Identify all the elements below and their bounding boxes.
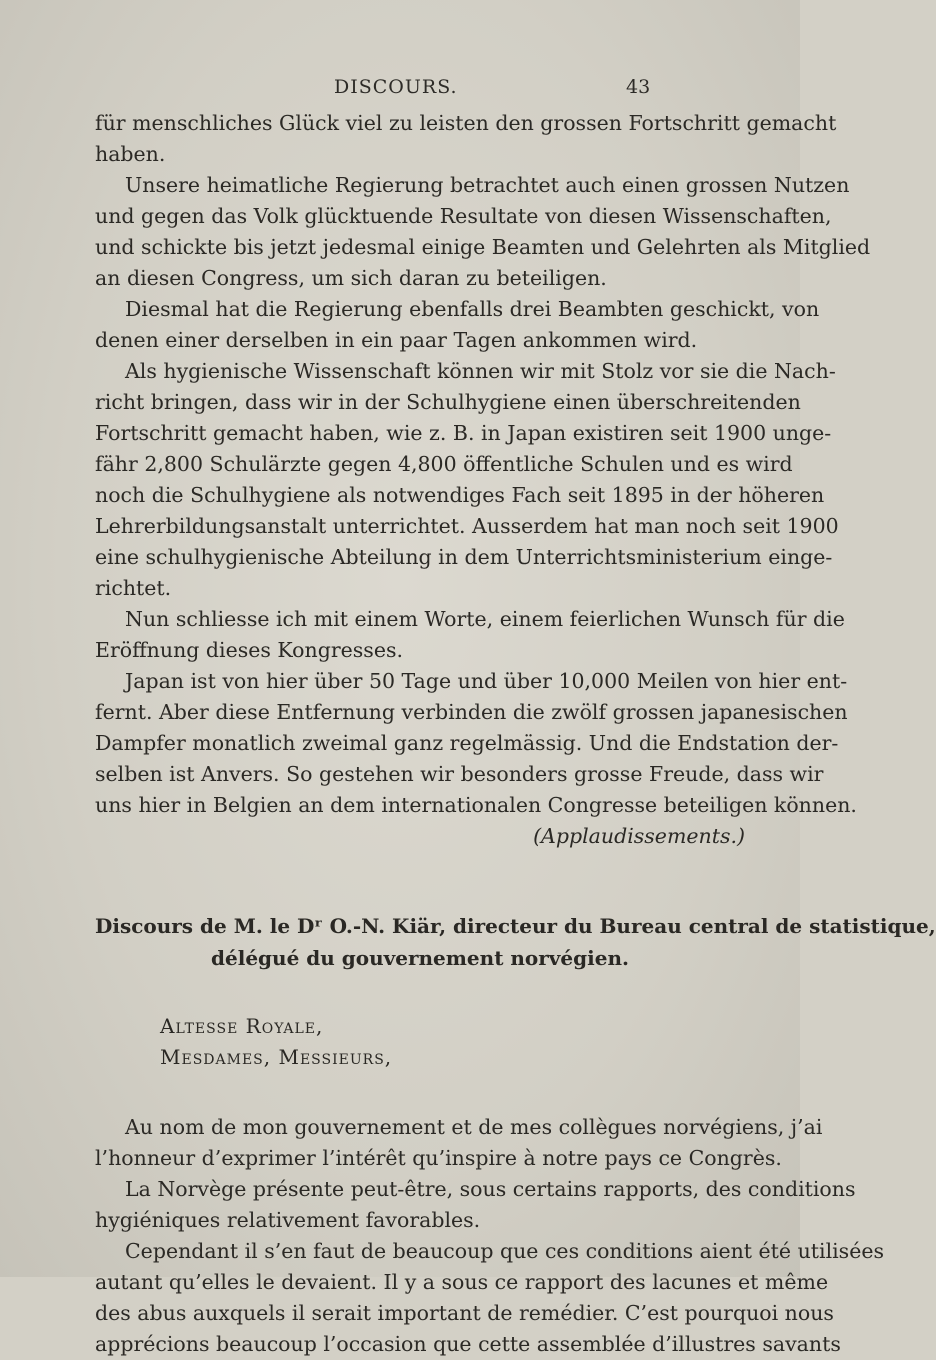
text-line: Japan ist von hier über 50 Tage und über 10,000 Meilen von hier ent-	[125, 669, 848, 693]
body-text	[95, 108, 936, 1360]
text-line: an diesen Congress, um sich daran zu beteiligen.	[95, 266, 607, 290]
text-line: Cependant il s’en faut de beaucoup que ces conditions aient été utilisées	[125, 1239, 884, 1263]
german-speech	[95, 108, 871, 852]
text-line: Diesmal hat die Regierung ebenfalls drei Beambten geschickt, von	[125, 297, 820, 321]
salutation	[95, 1011, 745, 1073]
applause-note: (Applaudissements.)	[533, 824, 745, 848]
text-line: Unsere heimatliche Regierung betrachtet auch einen grossen Nutzen	[125, 173, 850, 197]
text-line: richt bringen, dass wir in der Schulhygiene einen überschreitenden	[95, 390, 801, 414]
text-line: uns hier in Belgien an dem internationalen Congresse beteiligen können.	[95, 793, 857, 817]
text-line: fernt. Aber diese Entfernung verbinden die zwölf grossen japanesischen	[95, 700, 848, 724]
text-line: Fortschritt gemacht haben, wie z. B. in Japan existiren seit 1900 unge-	[95, 421, 832, 445]
text-line: eine schulhygienische Abteilung in dem Unterrichtsministerium einge-	[95, 545, 833, 569]
text-line: denen einer derselben in ein paar Tagen ankommen wird.	[95, 328, 698, 352]
text-line: Au nom de mon gouvernement et de mes collègues norvégiens, j’ai	[125, 1115, 823, 1139]
text-line: Dampfer monatlich zweimal ganz regelmässig. Und die Endstation der-	[95, 731, 839, 755]
text-line: noch die Schulhygiene als notwendiges Fach seit 1895 in der höheren	[95, 483, 825, 507]
text-line: hygiéniques relativement favorables.	[95, 1208, 481, 1232]
text-line: La Norvège présente peut-être, sous certains rapports, des conditions	[125, 1177, 856, 1201]
text-line: richtet.	[95, 576, 172, 600]
salutation-line: Altesse Royale,	[160, 1014, 324, 1038]
running-head	[0, 76, 800, 104]
text-line: l’honneur d’exprimer l’intérêt qu’inspire à notre pays ce Congrès.	[95, 1146, 782, 1170]
text-line: selben ist Anvers. So gestehen wir besonders grosse Freude, dass wir	[95, 762, 824, 786]
text-line: Nun schliesse ich mit einem Worte, einem feierlichen Wunsch für die	[125, 607, 845, 631]
text-line: haben.	[95, 142, 166, 166]
section-heading	[95, 910, 936, 974]
heading-line: Discours de M. le Dʳ O.-N. Kiär, directeur du Bureau central de statistique,	[95, 914, 936, 938]
section-gap	[95, 974, 745, 1011]
text-line: Eröffnung dieses Kongresses.	[95, 638, 403, 662]
salutation-line: Mesdames, Messieurs,	[160, 1045, 393, 1069]
section-gap	[95, 852, 745, 910]
text-line: Als hygienische Wissenschaft können wir mit Stolz vor sie die Nach-	[125, 359, 836, 383]
text-line: und gegen das Volk glücktuende Resultate von diesen Wissenschaften,	[95, 204, 832, 228]
text-line: des abus auxquels il serait important de remédier. C’est pourquoi nous	[95, 1301, 834, 1325]
heading-line: délégué du gouvernement norvégien.	[211, 946, 629, 970]
french-speech	[95, 1112, 884, 1360]
text-line: autant qu’elles le devaient. Il y a sous ce rapport des lacunes et même	[95, 1270, 829, 1294]
text-line: Lehrerbildungsanstalt unterrichtet. Ausserdem hat man noch seit 1900	[95, 514, 839, 538]
running-title: DISCOURS.	[334, 76, 458, 98]
page-number: 43	[626, 76, 651, 98]
text-line: und schickte bis jetzt jedesmal einige Beamten und Gelehrten als Mitglied	[95, 235, 871, 259]
text-line: für menschliches Glück viel zu leisten den grossen Fortschritt gemacht	[95, 111, 837, 135]
text-line: apprécions beaucoup l’occasion que cette assemblée d’illustres savants	[95, 1332, 841, 1356]
section-gap	[95, 1073, 745, 1112]
text-line: fähr 2,800 Schulärzte gegen 4,800 öffentliche Schulen und es wird	[95, 452, 793, 476]
